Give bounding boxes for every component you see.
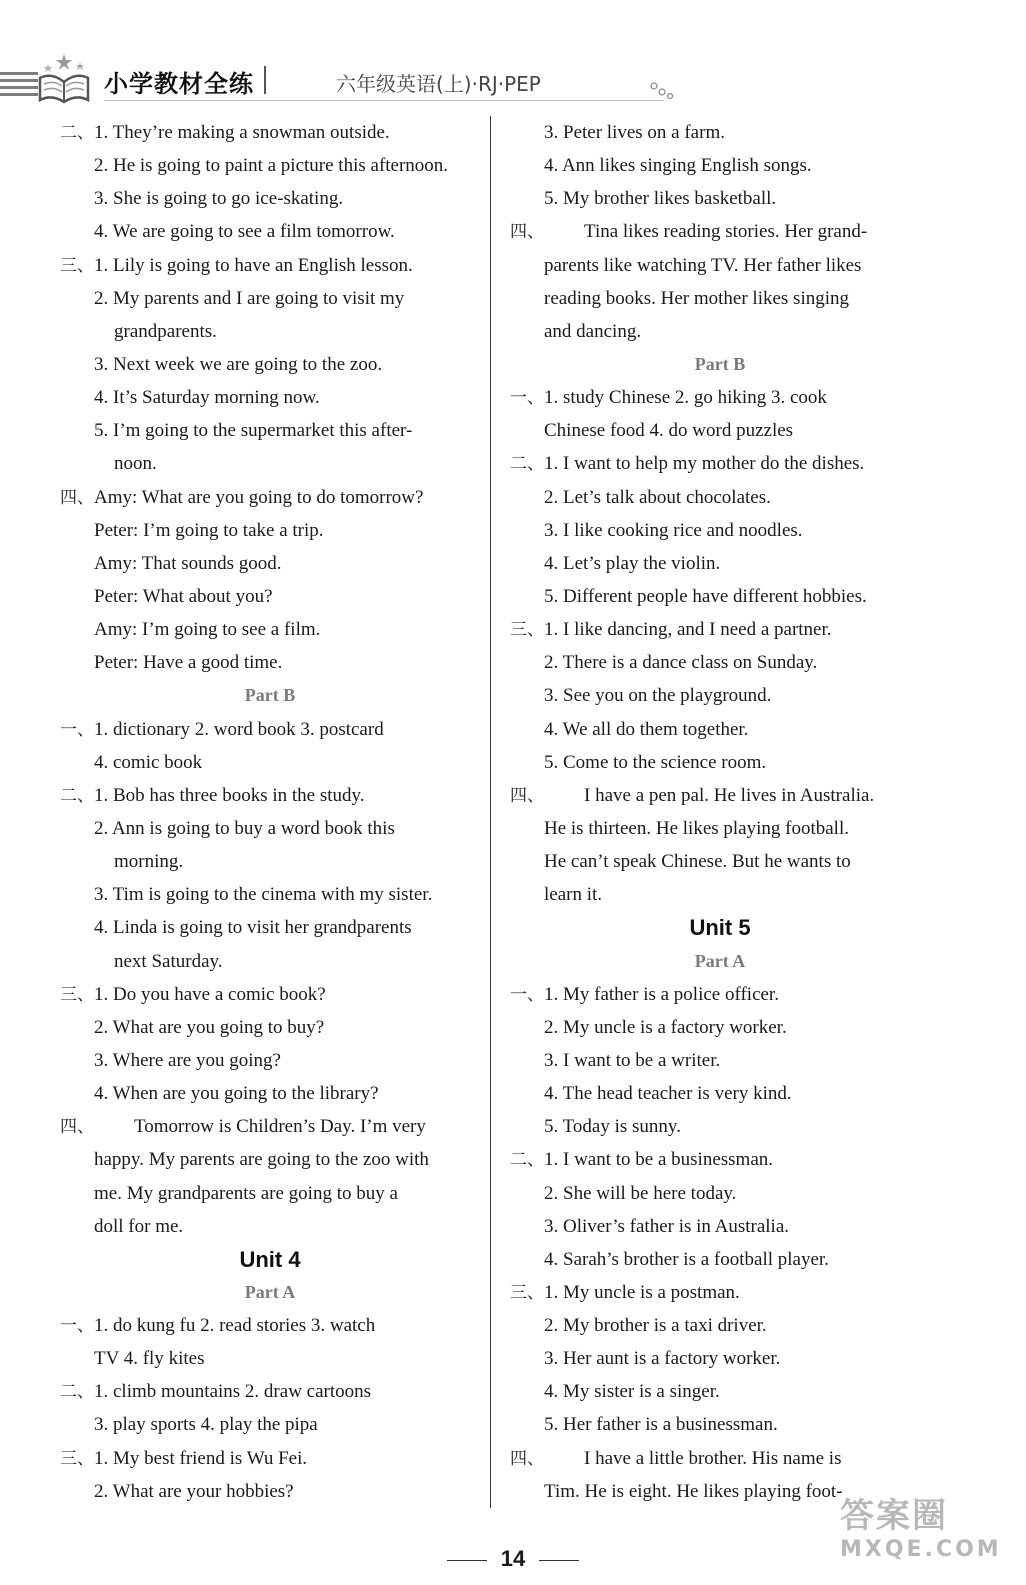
answer-line <box>60 845 480 878</box>
answer-text: Amy: What are you going to do tomorrow? <box>94 486 424 508</box>
unit-heading <box>60 1243 480 1276</box>
answer-line <box>510 215 930 248</box>
answer-line <box>510 282 930 315</box>
answer-line <box>510 779 930 812</box>
answer-text: 4. We are going to see a film tomorrow. <box>94 221 395 243</box>
answer-text: and dancing. <box>544 320 642 342</box>
book-series-title: 小学教材全练 <box>104 70 254 98</box>
answer-text: 4. It’s Saturday morning now. <box>94 387 320 409</box>
answer-line <box>60 746 480 779</box>
part-title: Part A <box>694 950 746 971</box>
answer-text: noon. <box>114 453 157 475</box>
answer-text: 2. Let’s talk about chocolates. <box>544 486 771 508</box>
answer-text: Peter: What about you? <box>94 585 273 607</box>
answer-line <box>60 1375 480 1408</box>
answer-text: 4. Linda is going to visit her grandparents <box>94 917 412 939</box>
answer-line <box>60 1143 480 1176</box>
answer-text: 3. Peter lives on a farm. <box>544 122 725 143</box>
section-number: 三、 <box>510 620 544 641</box>
answer-line <box>60 1077 480 1110</box>
answer-line <box>510 845 930 878</box>
answer-line <box>510 1044 930 1077</box>
watermark-logo-text: 答案圈 <box>840 1496 948 1536</box>
book-subtitle: 六年级英语(上)·RJ·PEP <box>336 72 541 96</box>
answer-line <box>60 1044 480 1077</box>
answer-line <box>510 249 930 282</box>
answer-line <box>60 779 480 812</box>
answer-text: 1. Do you have a comic book? <box>94 983 326 1005</box>
answer-text: 1. I want to be a businessman. <box>544 1149 774 1171</box>
answer-text: 1. My father is a police officer. <box>544 983 779 1005</box>
section-number: 二、 <box>510 1150 544 1171</box>
answer-text: He is thirteen. He likes playing football. <box>544 817 849 839</box>
answer-text: 2. There is a dance class on Sunday. <box>544 652 818 674</box>
page-number: 14 <box>500 1546 526 1571</box>
answer-text: 5. Come to the science room. <box>544 751 767 773</box>
answer-line <box>510 381 930 414</box>
answer-text: 3. Her aunt is a factory worker. <box>544 1348 781 1370</box>
answer-text: happy. My parents are going to the zoo with <box>94 1149 429 1171</box>
answer-line <box>510 447 930 480</box>
answer-text: 4. Sarah’s brother is a football player. <box>544 1248 829 1270</box>
answer-text: reading books. Her mother likes singing <box>544 287 850 309</box>
answer-text: Amy: I’m going to see a film. <box>94 619 321 641</box>
left-answer-column <box>60 116 480 1508</box>
answer-line <box>510 1375 930 1408</box>
answer-text: 3. play sports 4. play the pipa <box>94 1414 318 1436</box>
answer-text: doll for me. <box>94 1215 184 1237</box>
answer-text: parents like watching TV. Her father likes <box>544 254 862 276</box>
answer-text: 4. Ann likes singing English songs. <box>544 155 812 177</box>
answer-line <box>510 1210 930 1243</box>
answer-line <box>60 878 480 911</box>
answer-line <box>60 713 480 746</box>
part-heading <box>510 348 930 381</box>
answer-text: me. My grandparents are going to buy a <box>94 1182 398 1204</box>
answer-text: 1. Bob has three books in the study. <box>94 784 365 806</box>
answer-line <box>510 514 930 547</box>
answer-text: Peter: I’m going to take a trip. <box>94 519 324 541</box>
right-answer-column <box>510 116 930 1508</box>
answer-text: 4. We all do them together. <box>544 718 749 740</box>
answer-text: 3. I want to be a writer. <box>544 1049 721 1071</box>
answer-line <box>510 547 930 580</box>
answer-text: 3. Next week we are going to the zoo. <box>94 353 383 375</box>
answer-line <box>510 1177 930 1210</box>
answer-line <box>510 1143 930 1176</box>
answer-text: 2. He is going to paint a picture this afternoon. <box>94 155 449 177</box>
answer-line <box>510 878 930 911</box>
answer-text: 2. My brother is a taxi driver. <box>544 1315 767 1337</box>
answer-line <box>510 182 930 215</box>
section-number: 四、 <box>60 1117 94 1138</box>
part-title: Part A <box>244 1281 296 1302</box>
answer-text: 2. My uncle is a factory worker. <box>544 1016 787 1038</box>
answer-line <box>510 315 930 348</box>
answer-line <box>510 1342 930 1375</box>
answer-line <box>60 149 480 182</box>
answer-line <box>60 1309 480 1342</box>
footer-dash-left <box>447 1560 487 1561</box>
section-number: 三、 <box>60 1448 94 1469</box>
answer-line <box>60 447 480 480</box>
answer-text: 2. My parents and I are going to visit my <box>94 287 405 309</box>
answer-line <box>510 613 930 646</box>
answer-line <box>510 1408 930 1441</box>
answer-line <box>60 381 480 414</box>
answer-line <box>60 182 480 215</box>
answer-line <box>510 1442 930 1475</box>
section-number: 二、 <box>510 454 544 475</box>
answer-line <box>510 1243 930 1276</box>
answer-line <box>510 812 930 845</box>
answer-line <box>60 580 480 613</box>
answer-line <box>510 1110 930 1143</box>
answer-line <box>60 282 480 315</box>
answer-text: 4. comic book <box>94 751 203 773</box>
answer-text: 2. What are your hobbies? <box>94 1480 294 1502</box>
answer-line <box>510 978 930 1011</box>
answer-text: 1. They’re making a snowman outside. <box>94 122 390 143</box>
answer-text: 5. Different people have different hobbies. <box>544 585 867 607</box>
answer-text: 3. I like cooking rice and noodles. <box>544 519 803 541</box>
answer-line <box>60 1342 480 1375</box>
answer-text: 5. Her father is a businessman. <box>544 1414 778 1436</box>
answer-line <box>60 613 480 646</box>
answer-text: 4. Let’s play the violin. <box>544 552 721 574</box>
answer-line <box>60 315 480 348</box>
answer-line <box>60 1442 480 1475</box>
footer-dash-right <box>539 1560 579 1561</box>
answer-line <box>60 1475 480 1508</box>
answer-text: Amy: That sounds good. <box>94 552 282 574</box>
answer-line <box>60 547 480 580</box>
answer-text: 1. My uncle is a postman. <box>544 1281 740 1303</box>
site-watermark <box>840 1488 1020 1580</box>
answer-line <box>60 116 480 149</box>
answer-text: I have a little brother. His name is <box>584 1447 842 1469</box>
answer-line <box>60 812 480 845</box>
answer-text: Tina likes reading stories. Her grand- <box>584 221 868 243</box>
answer-text: 5. I’m going to the supermarket this after- <box>94 420 413 442</box>
answer-text: 3. Oliver’s father is in Australia. <box>544 1215 790 1237</box>
answer-line <box>510 481 930 514</box>
header-stripes <box>0 72 38 100</box>
answer-line <box>510 679 930 712</box>
answer-line <box>60 945 480 978</box>
answer-line <box>510 580 930 613</box>
answer-line <box>60 1210 480 1243</box>
part-heading <box>60 679 480 712</box>
answer-text: 5. Today is sunny. <box>544 1116 681 1138</box>
answer-line <box>60 514 480 547</box>
answer-text: 5. My brother likes basketball. <box>544 188 777 210</box>
answer-line <box>510 1276 930 1309</box>
section-number: 四、 <box>510 222 544 243</box>
part-title: Part B <box>694 353 746 374</box>
section-number: 二、 <box>60 1382 94 1403</box>
section-number: 三、 <box>510 1282 544 1303</box>
part-heading <box>60 1276 480 1309</box>
section-number: 一、 <box>510 984 544 1005</box>
answer-line <box>510 1309 930 1342</box>
section-number: 四、 <box>60 487 94 508</box>
answer-text: Peter: Have a good time. <box>94 652 283 674</box>
answer-text: 4. The head teacher is very kind. <box>544 1083 792 1105</box>
section-number: 四、 <box>510 785 544 806</box>
answer-line <box>60 1177 480 1210</box>
answer-text: Chinese food 4. do word puzzles <box>544 420 794 442</box>
answer-text: 1. I want to help my mother do the dishes. <box>544 453 865 475</box>
answer-text: 1. do kung fu 2. read stories 3. watch <box>94 1315 376 1337</box>
section-number: 二、 <box>60 785 94 806</box>
answer-line <box>60 1408 480 1441</box>
answer-text: morning. <box>114 851 184 873</box>
answer-line <box>510 414 930 447</box>
answer-text: 2. Ann is going to buy a word book this <box>94 817 395 839</box>
section-number: 三、 <box>60 255 94 276</box>
section-number: 一、 <box>510 388 544 409</box>
answer-text: 4. When are you going to the library? <box>94 1083 379 1105</box>
answer-text: 3. Where are you going? <box>94 1049 281 1071</box>
answer-text: 1. dictionary 2. word book 3. postcard <box>94 718 384 740</box>
section-number: 一、 <box>60 1316 94 1337</box>
answer-line <box>60 348 480 381</box>
answer-text: 1. study Chinese 2. go hiking 3. cook <box>544 387 827 409</box>
answer-text: He can’t speak Chinese. But he wants to <box>544 851 851 873</box>
answer-line <box>510 646 930 679</box>
answer-line <box>510 713 930 746</box>
answer-text: Tomorrow is Children’s Day. I’m very <box>134 1116 426 1138</box>
part-heading <box>510 945 930 978</box>
column-divider <box>490 116 491 1508</box>
answer-line <box>60 249 480 282</box>
answer-line <box>60 646 480 679</box>
answer-text: 3. Tim is going to the cinema with my sister. <box>94 884 433 906</box>
answer-text: 1. My best friend is Wu Fei. <box>94 1447 308 1469</box>
answer-text: 2. She will be here today. <box>544 1182 737 1204</box>
unit-title: Unit 4 <box>239 1246 301 1272</box>
answer-text: 2. What are you going to buy? <box>94 1016 325 1038</box>
answer-line <box>60 481 480 514</box>
header-underline <box>104 100 664 101</box>
answer-line <box>510 1011 930 1044</box>
section-number: 二、 <box>60 123 94 143</box>
answer-text: grandparents. <box>114 320 217 342</box>
answer-line <box>510 149 930 182</box>
answer-text: 1. Lily is going to have an English lesson. <box>94 254 413 276</box>
unit-title: Unit 5 <box>689 915 751 941</box>
section-number: 三、 <box>60 984 94 1005</box>
answer-line <box>60 911 480 944</box>
answer-line <box>510 1077 930 1110</box>
answer-line <box>60 215 480 248</box>
open-book-icon <box>36 52 92 106</box>
answer-line <box>510 746 930 779</box>
answer-text: 3. See you on the playground. <box>544 685 772 707</box>
answer-line <box>60 1110 480 1143</box>
answer-line <box>510 116 930 149</box>
answer-text: TV 4. fly kites <box>94 1348 205 1370</box>
decorative-dots-icon <box>650 80 674 100</box>
header-divider <box>264 66 266 94</box>
answer-text: learn it. <box>544 884 603 906</box>
answer-text: next Saturday. <box>114 950 223 972</box>
answer-text: I have a pen pal. He lives in Australia. <box>584 784 875 806</box>
answer-text: 4. My sister is a singer. <box>544 1381 720 1403</box>
section-number: 一、 <box>60 719 94 740</box>
unit-heading <box>510 911 930 944</box>
answer-line <box>60 978 480 1011</box>
answer-text: 1. climb mountains 2. draw cartoons <box>94 1381 372 1403</box>
answer-line <box>60 1011 480 1044</box>
part-title: Part B <box>244 685 296 706</box>
answer-text: Tim. He is eight. He likes playing foot- <box>544 1480 843 1502</box>
watermark-url: MXQE.COM <box>840 1537 1002 1562</box>
page-header <box>0 50 1026 110</box>
section-number: 四、 <box>510 1448 544 1469</box>
answer-text: 1. I like dancing, and I need a partner. <box>544 619 832 641</box>
answer-line <box>60 414 480 447</box>
answer-text: 3. She is going to go ice-skating. <box>94 188 344 210</box>
